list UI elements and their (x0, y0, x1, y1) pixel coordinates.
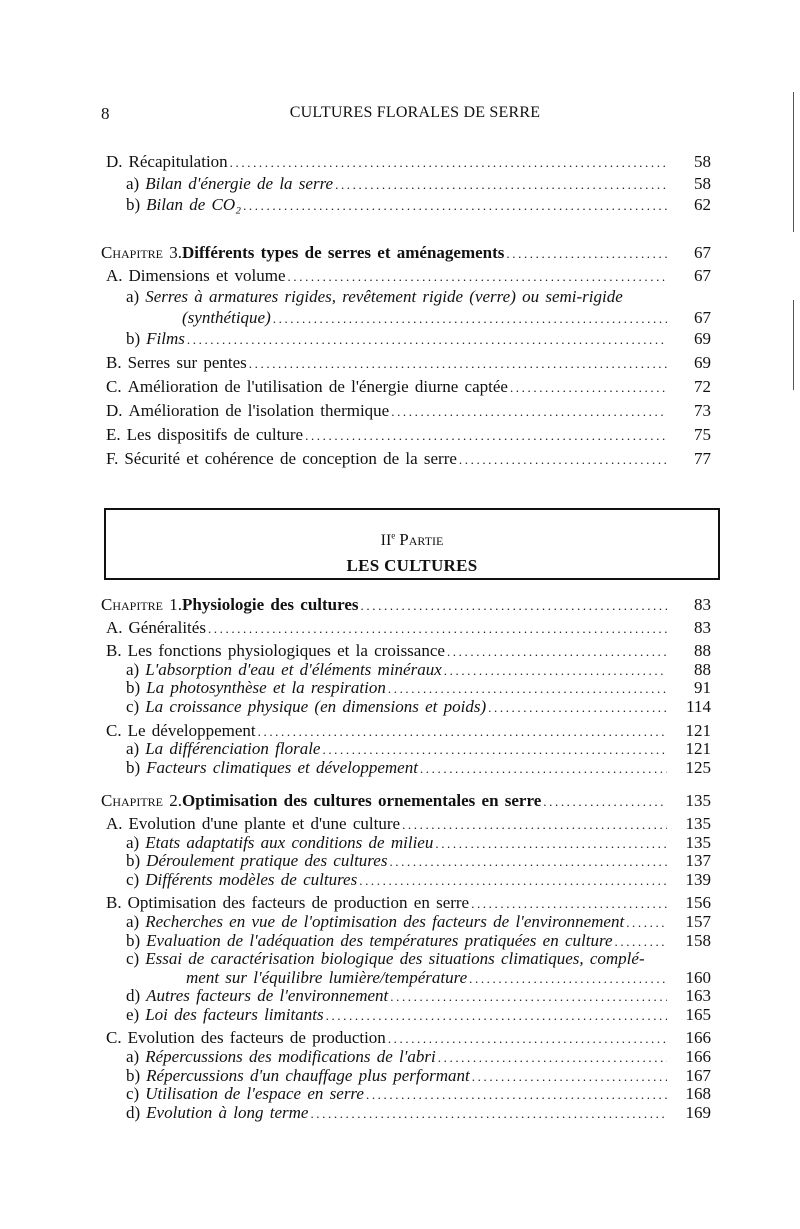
dot-leader (388, 680, 667, 698)
entry-label: a) (126, 173, 140, 193)
chapter-row (101, 243, 711, 264)
entry-label: a) (126, 1047, 140, 1067)
entry-title: Récapitulation (128, 152, 228, 171)
subsection-row (101, 871, 711, 890)
subsection-continuation-row (101, 308, 711, 329)
entry-label: Chapitre 3. (101, 243, 183, 262)
entry-page-number: 121 (685, 739, 711, 759)
dot-leader (390, 988, 667, 1006)
entry-label: A. (106, 617, 123, 637)
dot-leader (187, 330, 667, 350)
entry-label: a) (126, 911, 140, 931)
entry-title: Serres à armatures rigides, revêtement rigide (verre) ou semi-rigide (145, 287, 623, 306)
part-title: LES CULTURES (346, 556, 478, 575)
entry-title: Généralités (128, 617, 206, 637)
subsection-row (101, 195, 711, 217)
dot-leader (326, 1007, 667, 1025)
dot-leader (472, 1068, 667, 1086)
entry-label: a) (126, 739, 140, 759)
entry-label: c) (126, 949, 140, 969)
entry-title: Répercussions des modifications de l'abri (145, 1047, 436, 1067)
chapter-entry (101, 596, 711, 777)
entry-page-number: 75 (694, 425, 711, 444)
section-row (101, 642, 711, 661)
section-entry (101, 266, 711, 350)
entry-label: e) (126, 1004, 140, 1024)
entry-title: ment sur l'équilibre lumière/température (186, 967, 468, 987)
entry-page-number: 62 (694, 195, 711, 214)
section-row (101, 894, 711, 913)
dot-leader (626, 914, 667, 932)
entry-title: La différenciation florale (145, 739, 321, 759)
entry-title: Les dispositifs de culture (126, 425, 304, 444)
entry-label: B. (106, 641, 122, 661)
entry-title: Déroulement pratique des cultures (146, 851, 388, 871)
entry-label: D. (106, 152, 123, 171)
section-entry (101, 722, 711, 778)
chapter-3-toc (101, 243, 711, 470)
dot-leader (435, 835, 667, 853)
subsection-row (101, 661, 711, 680)
section-entry (101, 1029, 711, 1122)
entry-label: C. (106, 1028, 122, 1048)
entry-title: L'absorption d'eau et d'éléments minéraux (145, 659, 442, 679)
section-row (101, 401, 711, 422)
subsection-row (101, 1048, 711, 1067)
chapter-row (101, 596, 711, 615)
part-word: Partie (399, 530, 444, 549)
section-row (101, 152, 711, 174)
entry-title: Le développement (127, 720, 256, 740)
entry-title: Les fonctions physiologiques et la croissance (127, 641, 445, 661)
entry-label: F. (106, 449, 119, 468)
part-label (106, 530, 718, 550)
dot-leader (510, 378, 667, 398)
entry-title: Autres facteurs de l'environnement (146, 986, 389, 1006)
subsection-row (101, 759, 711, 778)
entry-title: Essai de caractérisation biologique des situations climatiques, complé- (145, 949, 645, 969)
entry-label: D. (106, 401, 123, 420)
subsection-row (101, 698, 711, 717)
dot-leader (447, 643, 667, 661)
dot-leader (310, 1105, 667, 1123)
subsection-row (101, 740, 711, 759)
entry-page-number: 114 (686, 696, 711, 716)
entry-title: Physiologie des cultures (182, 595, 359, 614)
section-row (101, 722, 711, 741)
section-row (101, 1029, 711, 1048)
subsection-row (101, 329, 711, 350)
dot-leader (389, 853, 667, 871)
entry-page-number: 67 (694, 266, 711, 285)
entry-label: E. (106, 425, 121, 444)
chapter-entry (101, 792, 711, 1122)
entry-page-number: 58 (694, 152, 711, 171)
entry-label: b) (126, 757, 141, 777)
entry-page-number: 69 (694, 329, 711, 348)
entry-page-number: 166 (685, 1028, 711, 1048)
entry-page-number: 158 (685, 930, 711, 950)
section-entry (101, 449, 711, 470)
entry-page-number: 77 (694, 449, 711, 468)
entry-title: Evaluation de l'adéquation des températures pratiquées en culture (146, 930, 613, 950)
entry-title: Amélioration de l'isolation thermique (128, 401, 390, 420)
entry-page-number: 91 (694, 678, 711, 698)
dot-leader (488, 699, 667, 717)
entry-label: d) (126, 1102, 141, 1122)
entry-label: A. (106, 813, 123, 833)
chapter-row (101, 792, 711, 811)
dot-leader (361, 597, 667, 615)
section-entry (101, 894, 711, 1024)
section-row (101, 815, 711, 834)
dot-leader (359, 872, 667, 890)
entry-title: Recherches en vue de l'optimisation des facteurs de l'environnement (145, 911, 625, 931)
entry-label: b) (126, 930, 141, 950)
entry-page-number: 69 (694, 353, 711, 372)
part1-tail-toc (101, 152, 711, 217)
dot-leader (444, 662, 667, 680)
entry-label: c) (126, 696, 140, 716)
entry-page-number: 135 (685, 832, 711, 852)
entry-label: A. (106, 266, 123, 285)
section-row (101, 619, 711, 638)
part2-toc (101, 596, 711, 1122)
subsection-row (101, 932, 711, 951)
subsection-row (101, 1085, 711, 1104)
entry-page-number: 160 (685, 967, 711, 987)
entry-title: Répercussions d'un chauffage plus performant (146, 1065, 470, 1085)
entry-page-number: 167 (685, 1065, 711, 1085)
entry-page-number: 168 (685, 1084, 711, 1104)
dot-leader (469, 970, 667, 988)
dot-leader (249, 354, 667, 374)
subsection-row (101, 852, 711, 871)
entry-page-number: 166 (685, 1047, 711, 1067)
part-superscript: e (391, 530, 396, 541)
entry-title: Evolution d'une plante et d'une culture (128, 813, 401, 833)
entry-title: Utilisation de l'espace en serre (145, 1084, 364, 1104)
entry-label: a) (126, 832, 140, 852)
dot-leader (438, 1049, 667, 1067)
entry-title: La photosynthèse et la respiration (146, 678, 386, 698)
section-row (101, 377, 711, 398)
entry-label: b) (126, 329, 141, 348)
entry-page-number: 139 (685, 869, 711, 889)
subsection-row (101, 1067, 711, 1086)
entry-label: Chapitre 2. (101, 791, 183, 811)
entry-page-number: 73 (694, 401, 711, 420)
section-entry (101, 401, 711, 422)
entry-label: a) (126, 287, 140, 306)
subsection-row (101, 913, 711, 932)
subsection-row (101, 950, 711, 969)
dot-leader (273, 309, 667, 329)
entry-title: Optimisation des cultures ornementales en serre (182, 791, 542, 811)
section-entry (101, 377, 711, 398)
part-numeral: II (380, 532, 392, 549)
entry-title: La croissance physique (en dimensions et poids) (145, 696, 487, 716)
dot-leader (391, 402, 667, 422)
entry-page-number: 83 (694, 595, 711, 614)
section-row (101, 449, 711, 470)
subsection-row (101, 679, 711, 698)
dot-leader (288, 267, 667, 287)
entry-title: Optimisation des facteurs de production en serre (127, 893, 470, 913)
page-number: 8 (101, 104, 110, 123)
entry-page-number: 88 (694, 641, 711, 661)
dot-leader (459, 450, 667, 470)
dot-leader (543, 793, 667, 811)
entry-page-number: 137 (685, 851, 711, 871)
dot-leader (208, 620, 667, 638)
section-row (101, 266, 711, 287)
entry-title: Amélioration de l'utilisation de l'énergie diurne captée (127, 377, 508, 396)
section-row (101, 353, 711, 374)
scan-edge-line (793, 92, 794, 232)
dot-leader (366, 1086, 667, 1104)
section-entry (101, 353, 711, 374)
entry-label: c) (126, 1084, 140, 1104)
entry-page-number: 157 (685, 911, 711, 931)
entry-title: Evolution à long terme (146, 1102, 309, 1122)
entry-page-number: 72 (694, 377, 711, 396)
subsection-row (101, 987, 711, 1006)
entry-title: Différents types de serres et aménagements (182, 243, 505, 262)
entry-page-number: 121 (685, 720, 711, 740)
entry-title: Loi des facteurs limitants (145, 1004, 324, 1024)
subsection-row (101, 174, 711, 196)
entry-title: Différents modèles de cultures (145, 869, 358, 889)
entry-page-number: 88 (694, 659, 711, 679)
entry-title: Evolution des facteurs de production (127, 1028, 386, 1048)
entry-title: Serres sur pentes (127, 353, 247, 372)
entry-label: b) (126, 1065, 141, 1085)
entry-title: (synthétique) (182, 308, 271, 327)
entry-page-number: 169 (685, 1102, 711, 1122)
entry-title: Facteurs climatiques et développement (146, 757, 418, 777)
entry-label: C. (106, 720, 122, 740)
subsection-row (101, 287, 711, 308)
entry-page-number: 135 (685, 791, 711, 811)
entry-page-number: 156 (685, 893, 711, 913)
section-row (101, 425, 711, 446)
subsection-row (101, 1006, 711, 1025)
entry-label: a) (126, 659, 140, 679)
dot-leader (615, 933, 668, 951)
entry-title: Bilan de CO₂ (146, 195, 242, 214)
dot-leader (230, 153, 667, 174)
subsection-continuation-row (101, 969, 711, 988)
part-heading-box (104, 508, 720, 580)
entry-page-number: 58 (694, 173, 711, 193)
entry-label: C. (106, 377, 122, 396)
entry-page-number: 67 (694, 243, 711, 262)
dot-leader (322, 741, 667, 759)
entry-label: d) (126, 986, 141, 1006)
entry-page-number: 135 (685, 813, 711, 833)
entry-page-number: 125 (685, 757, 711, 777)
subsection-row (101, 1104, 711, 1123)
entry-page-number: 67 (694, 308, 711, 327)
entry-title: Dimensions et volume (128, 266, 286, 285)
entry-label: B. (106, 353, 122, 372)
entry-label: c) (126, 869, 140, 889)
entry-label: B. (106, 893, 122, 913)
section-entry (101, 619, 711, 638)
dot-leader (335, 175, 667, 196)
entry-page-number: 165 (685, 1004, 711, 1024)
dot-leader (258, 723, 667, 741)
entry-title: Etats adaptatifs aux conditions de milieu (145, 832, 434, 852)
running-title: CULTURES FLORALES DE SERRE (289, 104, 541, 121)
dot-leader (305, 426, 667, 446)
dot-leader (471, 895, 667, 913)
section-entry (101, 815, 711, 889)
section-entry (101, 152, 711, 217)
subsection-row (101, 834, 711, 853)
dot-leader (506, 244, 667, 264)
dot-leader (388, 1030, 667, 1048)
entry-label: b) (126, 678, 141, 698)
dot-leader (402, 816, 667, 834)
entry-label: b) (126, 851, 141, 871)
scan-edge-line (793, 300, 794, 390)
dot-leader (420, 760, 667, 778)
entry-label: Chapitre 1. (101, 595, 183, 614)
entry-label: b) (126, 195, 141, 214)
dot-leader (243, 196, 667, 217)
entry-title: Films (146, 329, 185, 348)
entry-title: Sécurité et cohérence de conception de la serre (124, 449, 457, 468)
section-entry (101, 425, 711, 446)
entry-page-number: 83 (694, 617, 711, 637)
section-entry (101, 642, 711, 716)
entry-title: Bilan d'énergie de la serre (145, 173, 334, 193)
entry-page-number: 163 (685, 986, 711, 1006)
